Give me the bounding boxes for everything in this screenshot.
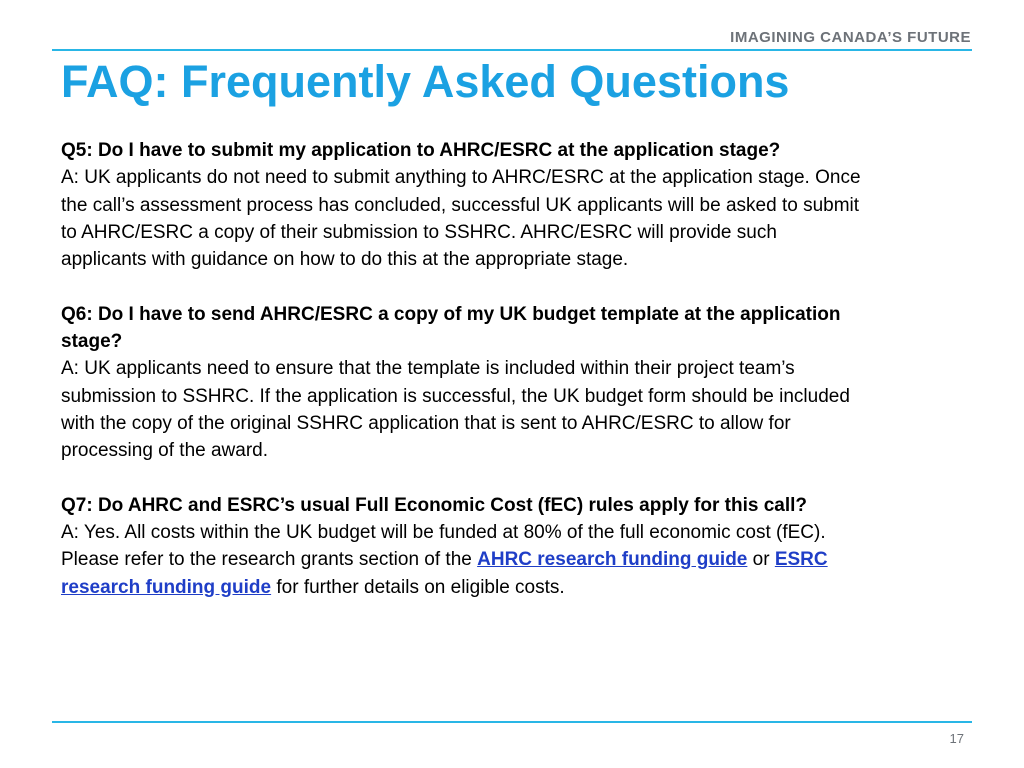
ahrc-funding-guide-link[interactable]: AHRC research funding guide xyxy=(477,549,748,571)
faq-question: Q7: Do AHRC and ESRC’s usual Full Economic Cost (fEC) rules apply for this call? xyxy=(61,494,808,516)
faq-item-q7 xyxy=(61,492,861,601)
faq-question: Q6: Do I have to send AHRC/ESRC a copy of my UK budget template at the application stage? xyxy=(61,303,841,353)
faq-answer: A: UK applicants do not need to submit anything to AHRC/ESRC at the application stage. Once the call’s assessment process has concluded, successful UK applicants will be asked to submit to AHRC/ESRC a copy of their submission to SSHRC. AHRC/ESRC will provide such applicants with guidance on how to do this at the appropriate stage. xyxy=(61,167,861,271)
answer-text: A: Yes. All costs within the UK budget will be funded at 80% of the full economic cost (fEC). Please refer to the research grants section of the xyxy=(61,522,826,571)
esrc-funding-guide-link[interactable]: ESRC research funding guide xyxy=(61,549,828,598)
answer-text: or xyxy=(747,549,775,571)
footer-divider xyxy=(52,721,972,723)
faq-item-q6 xyxy=(61,301,861,465)
page-title: FAQ: Frequently Asked Questions xyxy=(61,56,790,107)
faq-answer: A: UK applicants need to ensure that the template is included within their project team’s submission to SSHRC. If the application is successful, the UK budget form should be included with the copy of the original SSHRC application that is sent to AHRC/ESRC to allow for processing of the award. xyxy=(61,358,850,462)
header-tagline: IMAGINING CANADA’S FUTURE xyxy=(730,29,971,46)
faq-item-q5 xyxy=(61,137,861,273)
faq-content xyxy=(61,137,861,628)
faq-question: Q5: Do I have to submit my application to AHRC/ESRC at the application stage? xyxy=(61,140,781,161)
answer-text: for further details on eligible costs. xyxy=(271,576,565,598)
header-divider xyxy=(52,49,972,51)
faq-answer xyxy=(61,519,861,601)
page-number: 17 xyxy=(949,731,964,746)
